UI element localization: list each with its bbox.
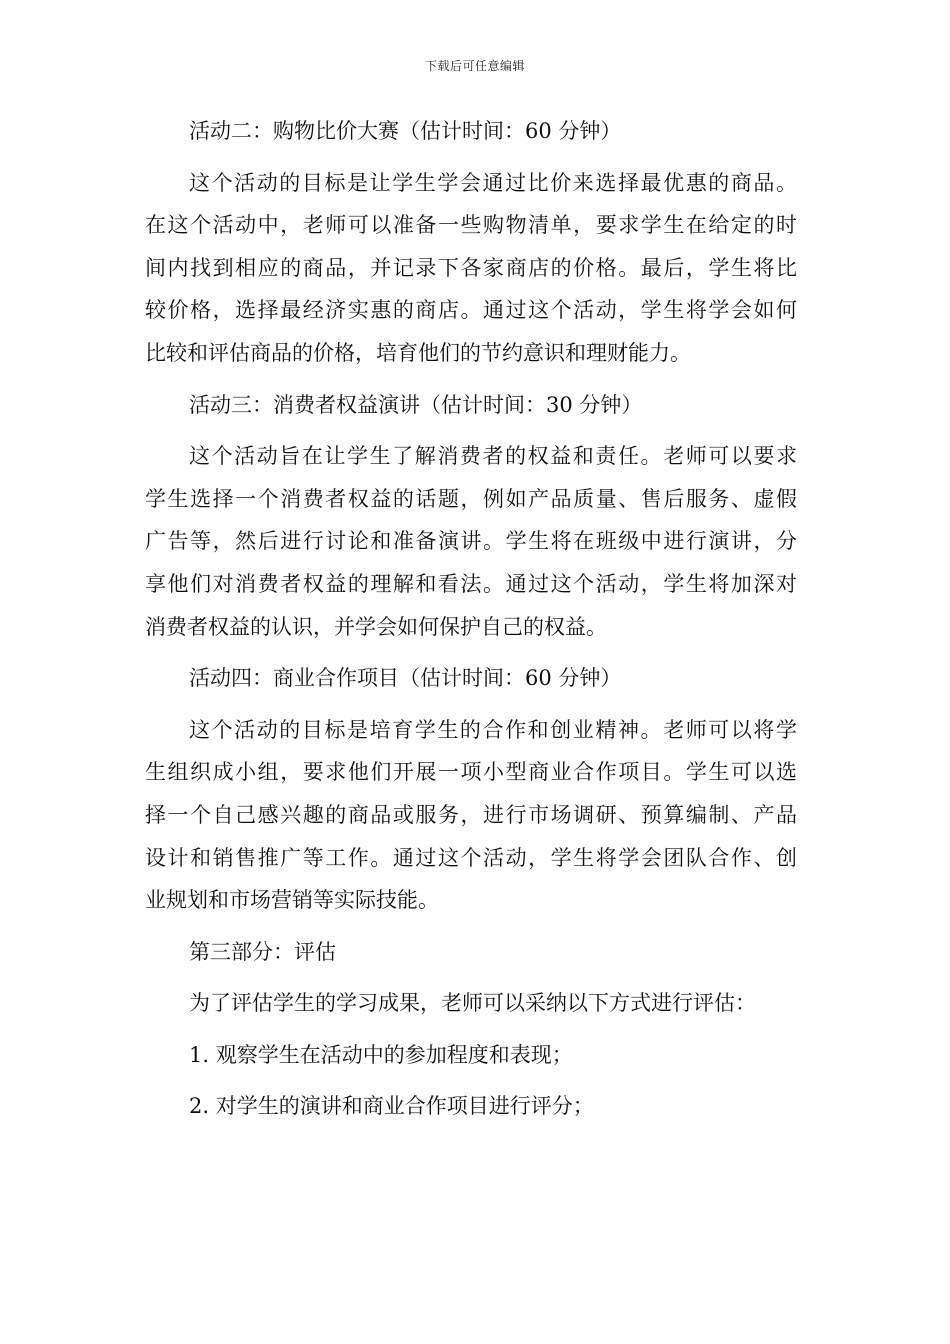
paragraph-line: 在这个活动中，老师可以准备一些购物清单，要求学生在给定的时 bbox=[145, 213, 797, 238]
activity3-heading: 活动三：消费者权益演讲（估计时间：30 分钟） bbox=[189, 392, 643, 417]
paragraph-line: 这个活动旨在让学生了解消费者的权益和责任。老师可以要求 bbox=[189, 444, 797, 469]
paragraph-line: 较价格，选择最经济实惠的商店。通过这个活动，学生将学会如何 bbox=[145, 298, 797, 323]
paragraph-line: 生组织成小组，要求他们开展一项小型商业合作项目。学生可以选 bbox=[145, 760, 797, 785]
page-header-note: 下载后可任意编辑 bbox=[424, 59, 525, 73]
activity3-paragraph bbox=[145, 435, 797, 648]
paragraph-line: 比较和评估商品的价格，培育他们的节约意识和理财能力。 bbox=[145, 340, 691, 365]
list-item: 2. 对学生的演讲和商业合作项目进行评分； bbox=[189, 1094, 594, 1119]
paragraph-line: 这个活动的目标是培育学生的合作和创业精神。老师可以将学 bbox=[189, 717, 797, 742]
part3-heading: 第三部分：评估 bbox=[189, 939, 336, 964]
document-body bbox=[145, 110, 797, 1137]
paragraph-line: 享他们对消费者权益的理解和看法。通过这个活动，学生将加深对 bbox=[145, 571, 797, 596]
paragraph-line: 广告等，然后进行讨论和准备演讲。学生将在班级中进行演讲，分 bbox=[145, 529, 797, 554]
part3-intro: 为了评估学生的学习成果，老师可以采纳以下方式进行评估： bbox=[189, 991, 756, 1016]
paragraph-line: 消费者权益的认识，并学会如何保护自己的权益。 bbox=[145, 614, 607, 639]
paragraph-line: 学生选择一个消费者权益的话题，例如产品质量、售后服务、虚假 bbox=[145, 486, 797, 511]
paragraph-line: 业规划和市场营销等实际技能。 bbox=[145, 888, 439, 913]
activity4-heading: 活动四：商业合作项目（估计时间：60 分钟） bbox=[189, 666, 622, 691]
activity4-paragraph bbox=[145, 709, 797, 922]
paragraph-line: 这个活动的目标是让学生学会通过比价来选择最优惠的商品。 bbox=[189, 170, 797, 195]
paragraph-line: 择一个自己感兴趣的商品或服务，进行市场调研、预算编制、产品 bbox=[145, 802, 797, 827]
activity2-paragraph bbox=[145, 162, 797, 375]
activity2-heading: 活动二：购物比价大赛（估计时间：60 分钟） bbox=[189, 119, 622, 143]
list-item: 1. 观察学生在活动中的参加程度和表现； bbox=[189, 1042, 573, 1067]
paragraph-line: 间内找到相应的商品，并记录下各家商店的价格。最后，学生将比 bbox=[145, 255, 797, 280]
paragraph-line: 设计和销售推广等工作。通过这个活动，学生将学会团队合作、创 bbox=[145, 845, 797, 870]
